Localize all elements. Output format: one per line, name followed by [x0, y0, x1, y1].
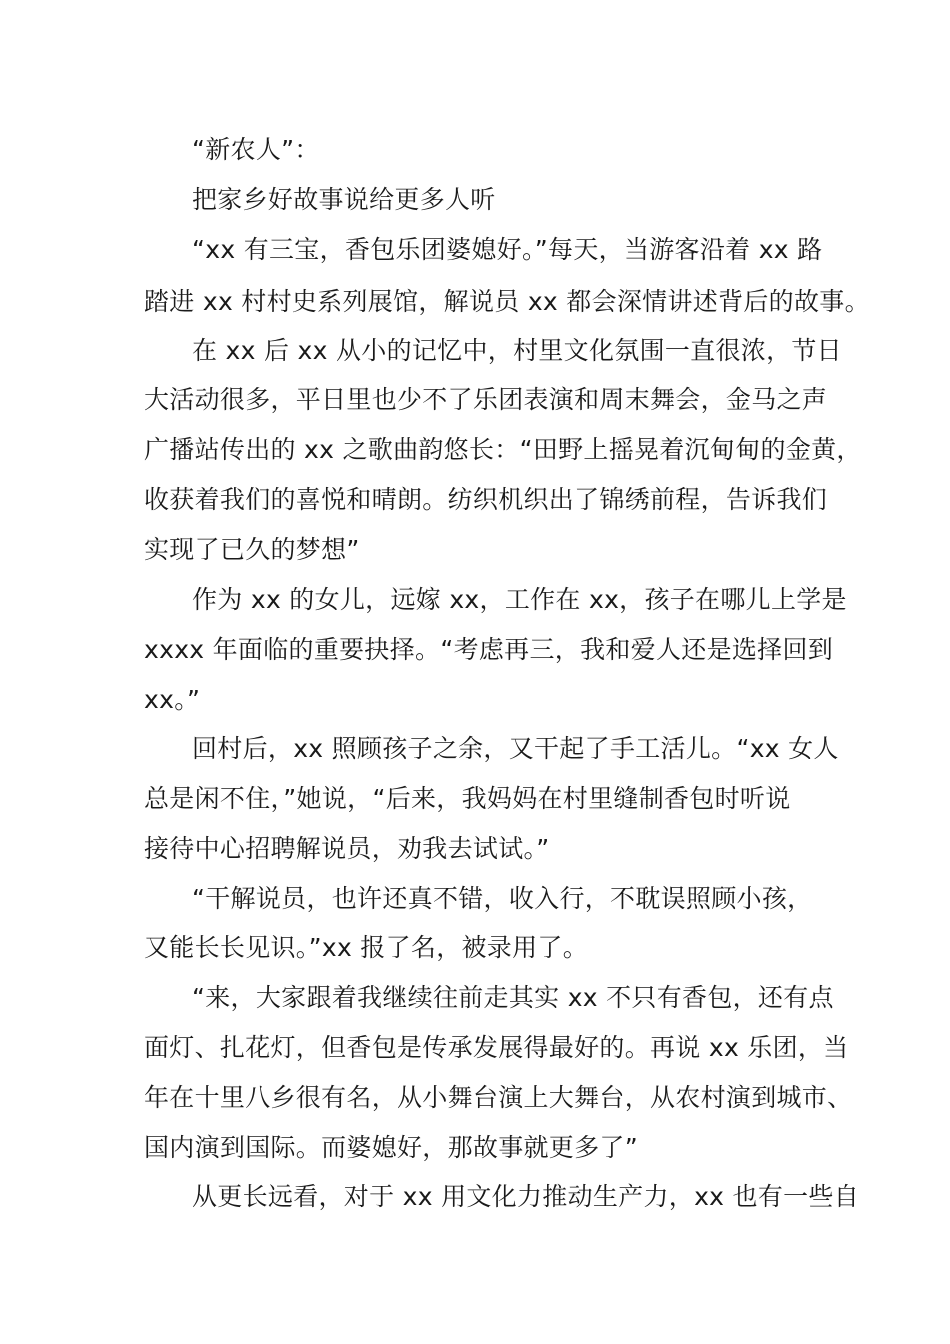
text-line: “干解说员，也许还真不错，收入行，不耽误照顾小孩，: [192, 884, 813, 913]
text-line: 从更长远看，对于 xx 用文化力推动生产力，xx 也有一些自: [192, 1182, 860, 1211]
text-line: 年在十里八乡很有名，从小舞台演上大舞台，从农村演到城市、: [144, 1083, 853, 1112]
text-line: 实现了已久的梦想”: [144, 535, 360, 564]
text-line: 踏进 xx 村村史系列展馆，解说员 xx 都会深情讲述背后的故事。: [144, 287, 870, 316]
text-line: 面灯、扎花灯，但香包是传承发展得最好的。再说 xx 乐团，当: [144, 1033, 849, 1062]
text-line: 把家乡好故事说给更多人听: [192, 185, 496, 214]
text-line: 总是闲不住，”她说，“后来，我妈妈在村里缝制香包时听说: [144, 784, 791, 813]
text-line: “新农人”：: [192, 135, 320, 164]
text-line: xxxx 年面临的重要抉择。“考虑再三，我和爱人还是选择回到: [144, 635, 834, 664]
text-line: xx。”: [144, 685, 201, 714]
text-line: “xx 有三宝，香包乐团婆媳好。”每天，当游客沿着 xx 路: [192, 235, 823, 264]
text-line: “来，大家跟着我继续往前走其实 xx 不只有香包，还有点: [192, 983, 834, 1012]
text-line: 广播站传出的 xx 之歌曲韵悠长：“田野上摇晃着沉甸甸的金黄，: [144, 435, 862, 464]
text-line: 收获着我们的喜悦和晴朗。纺织机织出了锦绣前程，告诉我们: [144, 485, 828, 514]
text-line: 又能长长见识。”xx 报了名，被录用了。: [144, 933, 588, 962]
text-line: 大活动很多，平日里也少不了乐团表演和周末舞会，金马之声: [144, 385, 828, 414]
text-line: 接待中心招聘解说员，劝我去试试。”: [144, 834, 550, 863]
text-line: 国内演到国际。而婆媳好，那故事就更多了”: [144, 1133, 638, 1162]
text-line: 作为 xx 的女儿，远嫁 xx，工作在 xx，孩子在哪儿上学是: [192, 585, 847, 614]
text-line: 回村后，xx 照顾孩子之余，又干起了手工活儿。“xx 女人: [192, 734, 839, 763]
text-line: 在 xx 后 xx 从小的记忆中，村里文化氛围一直很浓，节日: [192, 336, 842, 365]
